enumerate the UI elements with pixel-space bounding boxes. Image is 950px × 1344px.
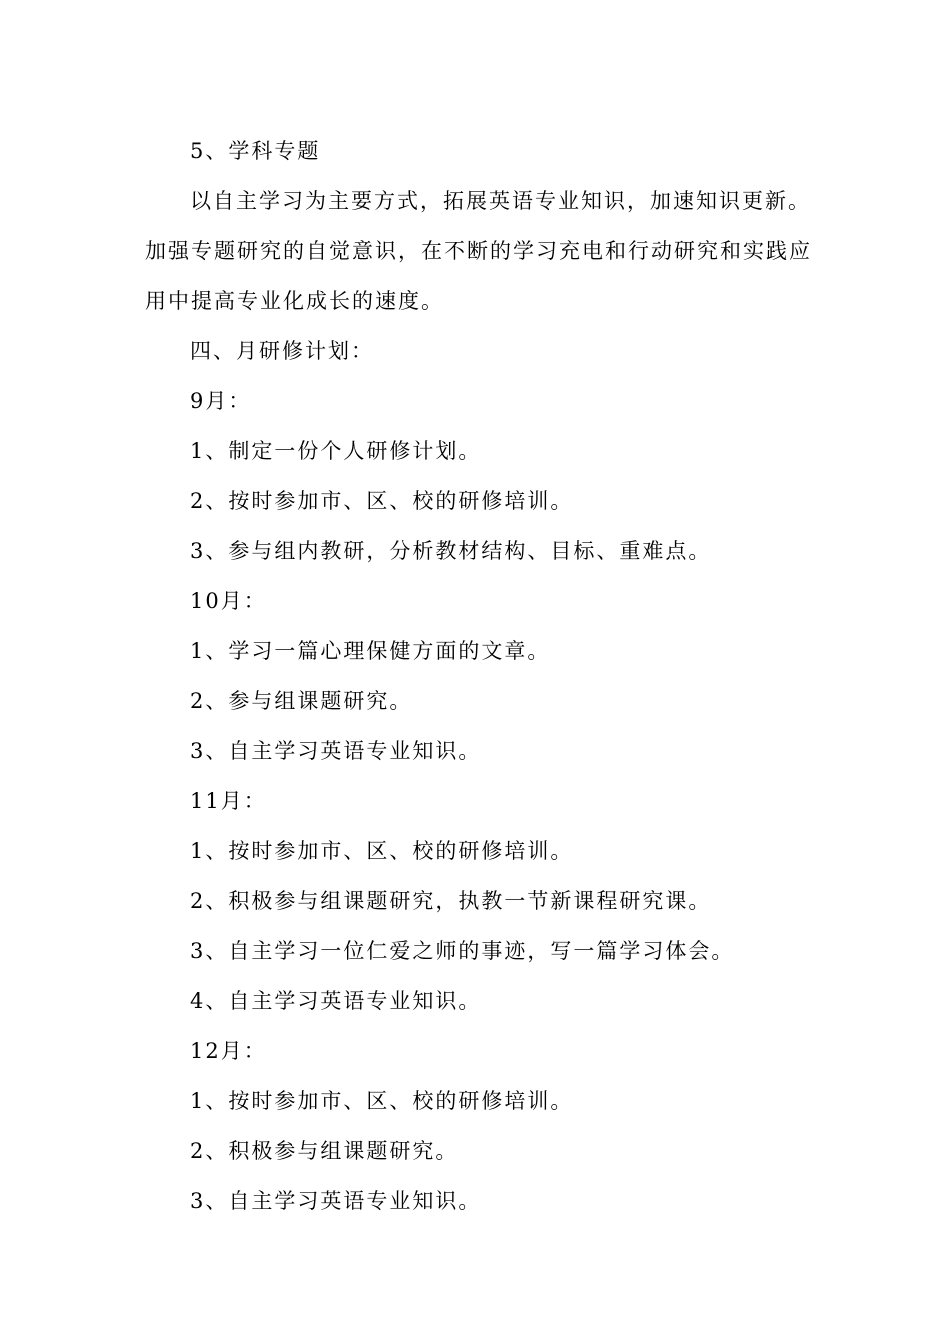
month-heading: 12月： xyxy=(190,1039,267,1063)
month-heading: 11月： xyxy=(190,789,267,813)
section-heading: 四、月研修计划： xyxy=(190,339,374,363)
paragraph-line: 加强专题研究的自觉意识，在不断的学习充电和行动研究和实践应 xyxy=(145,239,812,263)
paragraph-line: 以自主学习为主要方式，拓展英语专业知识，加速知识更新。 xyxy=(190,189,811,213)
plan-item: 3、参与组内教研，分析教材结构、目标、重难点。 xyxy=(190,539,712,563)
plan-item: 2、积极参与组课题研究。 xyxy=(190,1139,459,1163)
plan-item: 1、制定一份个人研修计划。 xyxy=(190,439,482,463)
paragraph-line: 用中提高专业化成长的速度。 xyxy=(145,289,444,313)
plan-item: 1、按时参加市、区、校的研修培训。 xyxy=(190,839,574,863)
month-heading: 10月： xyxy=(190,589,267,613)
plan-item: 2、积极参与组课题研究，执教一节新课程研究课。 xyxy=(190,889,712,913)
plan-item: 1、学习一篇心理保健方面的文章。 xyxy=(190,639,551,663)
plan-item: 3、自主学习一位仁爱之师的事迹，写一篇学习体会。 xyxy=(190,939,735,963)
plan-item: 2、参与组课题研究。 xyxy=(190,689,413,713)
section-heading: 5、学科专题 xyxy=(190,139,321,163)
plan-item: 3、自主学习英语专业知识。 xyxy=(190,1189,482,1213)
plan-item: 4、自主学习英语专业知识。 xyxy=(190,989,482,1013)
plan-item: 1、按时参加市、区、校的研修培训。 xyxy=(190,1089,574,1113)
month-heading: 9月： xyxy=(190,389,252,413)
plan-item: 2、按时参加市、区、校的研修培训。 xyxy=(190,489,574,513)
plan-item: 3、自主学习英语专业知识。 xyxy=(190,739,482,763)
